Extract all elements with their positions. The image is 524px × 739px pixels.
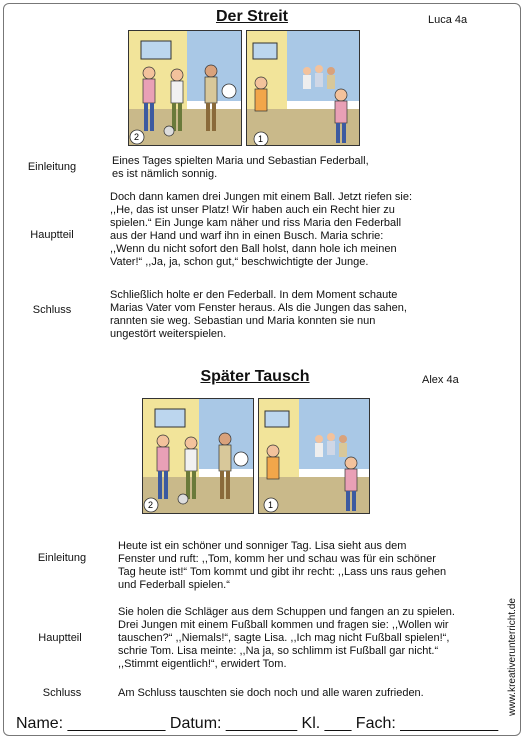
story2-text-einleitung: Heute ist ein schöner und sonniger Tag. Lisa sieht aus dem Fenster und ruft: ,,Tom, komm her und schau was für ein schöner Tag heute ist!“ Tom kommt und gibt ihr recht: ,,Lass uns raus gehen und Federball spielen.“ [118, 540, 447, 591]
story2-label-einleitung: Einleitung [37, 552, 87, 564]
story1-title: Der Streit [215, 8, 289, 25]
story1-label-einleitung: Einleitung [27, 161, 77, 173]
story2-author: Alex 4a [422, 374, 459, 386]
story2-picture-1 [258, 398, 370, 514]
website-side-text: www.kreativerunterricht.de [507, 598, 518, 716]
story1-picture-1-number: 1 [258, 134, 264, 144]
story1-author: Luca 4a [428, 14, 468, 26]
story1-text-hauptteil: Doch dann kamen drei Jungen mit einem Ball. Jetzt riefen sie: ,,He, das ist unser Platz! Wir haben auch ein Recht hier zu spielen.“ Ein Junge kam näher und riss Maria den Federball aus der Hand und warf ihn in einen Busch. Maria schrie: ,,Wenn du nicht sofort den Ball holst, dann hole ich meinen Vater!“ ,,Ja, ja, schon gut,“ beschwichtigte der Junge. [110, 191, 413, 268]
story1-picture-2 [128, 30, 242, 146]
story2-label-schluss: Schluss [42, 687, 82, 699]
story2-picture-1-number: 1 [268, 500, 274, 510]
story2-label-hauptteil: Hauptteil [38, 632, 82, 644]
footer-name-line: Name: ___________ Datum: ________ Kl. ___ Fach: ___________ [16, 715, 499, 732]
story1-label-schluss: Schluss [32, 304, 72, 316]
story2-title: Später Tausch [200, 368, 310, 385]
story1-label-hauptteil: Hauptteil [30, 229, 74, 241]
story1-text-schluss: Schließlich holte er den Federball. In dem Moment schaute Marias Vater vom Fenster heraus. Als die Jungen das sahen, rannten sie weg. Sebastian und Maria konnten sie nun ungestört weiterspielen. [110, 289, 407, 340]
story2-text-hauptteil: Sie holen die Schläger aus dem Schuppen und fangen an zu spielen. Drei Jungen mit einem Fußball kommen und fragen sie: ,,Wollen wir tauschen?“ ,,Niemals!“, sagte Lisa. ,,Ich mag nicht Fußball spielen!“, schrie Tom. Lisa meinte: ,,Na ja, so schlimm ist Fußball gar nicht.“ ,,Stimmt eigentlich!“, erwidert Tom. [118, 606, 455, 670]
story2-text-schluss: Am Schluss tauschten sie doch noch und alle waren zufrieden. [118, 687, 424, 699]
story1-picture-1 [246, 30, 360, 146]
story2-picture-2 [142, 398, 254, 514]
story1-picture-2-number: 2 [134, 132, 140, 142]
story2-picture-2-number: 2 [148, 500, 154, 510]
story1-text-einleitung: Eines Tages spielten Maria und Sebastian Federball, es ist nämlich sonnig. [112, 155, 369, 180]
